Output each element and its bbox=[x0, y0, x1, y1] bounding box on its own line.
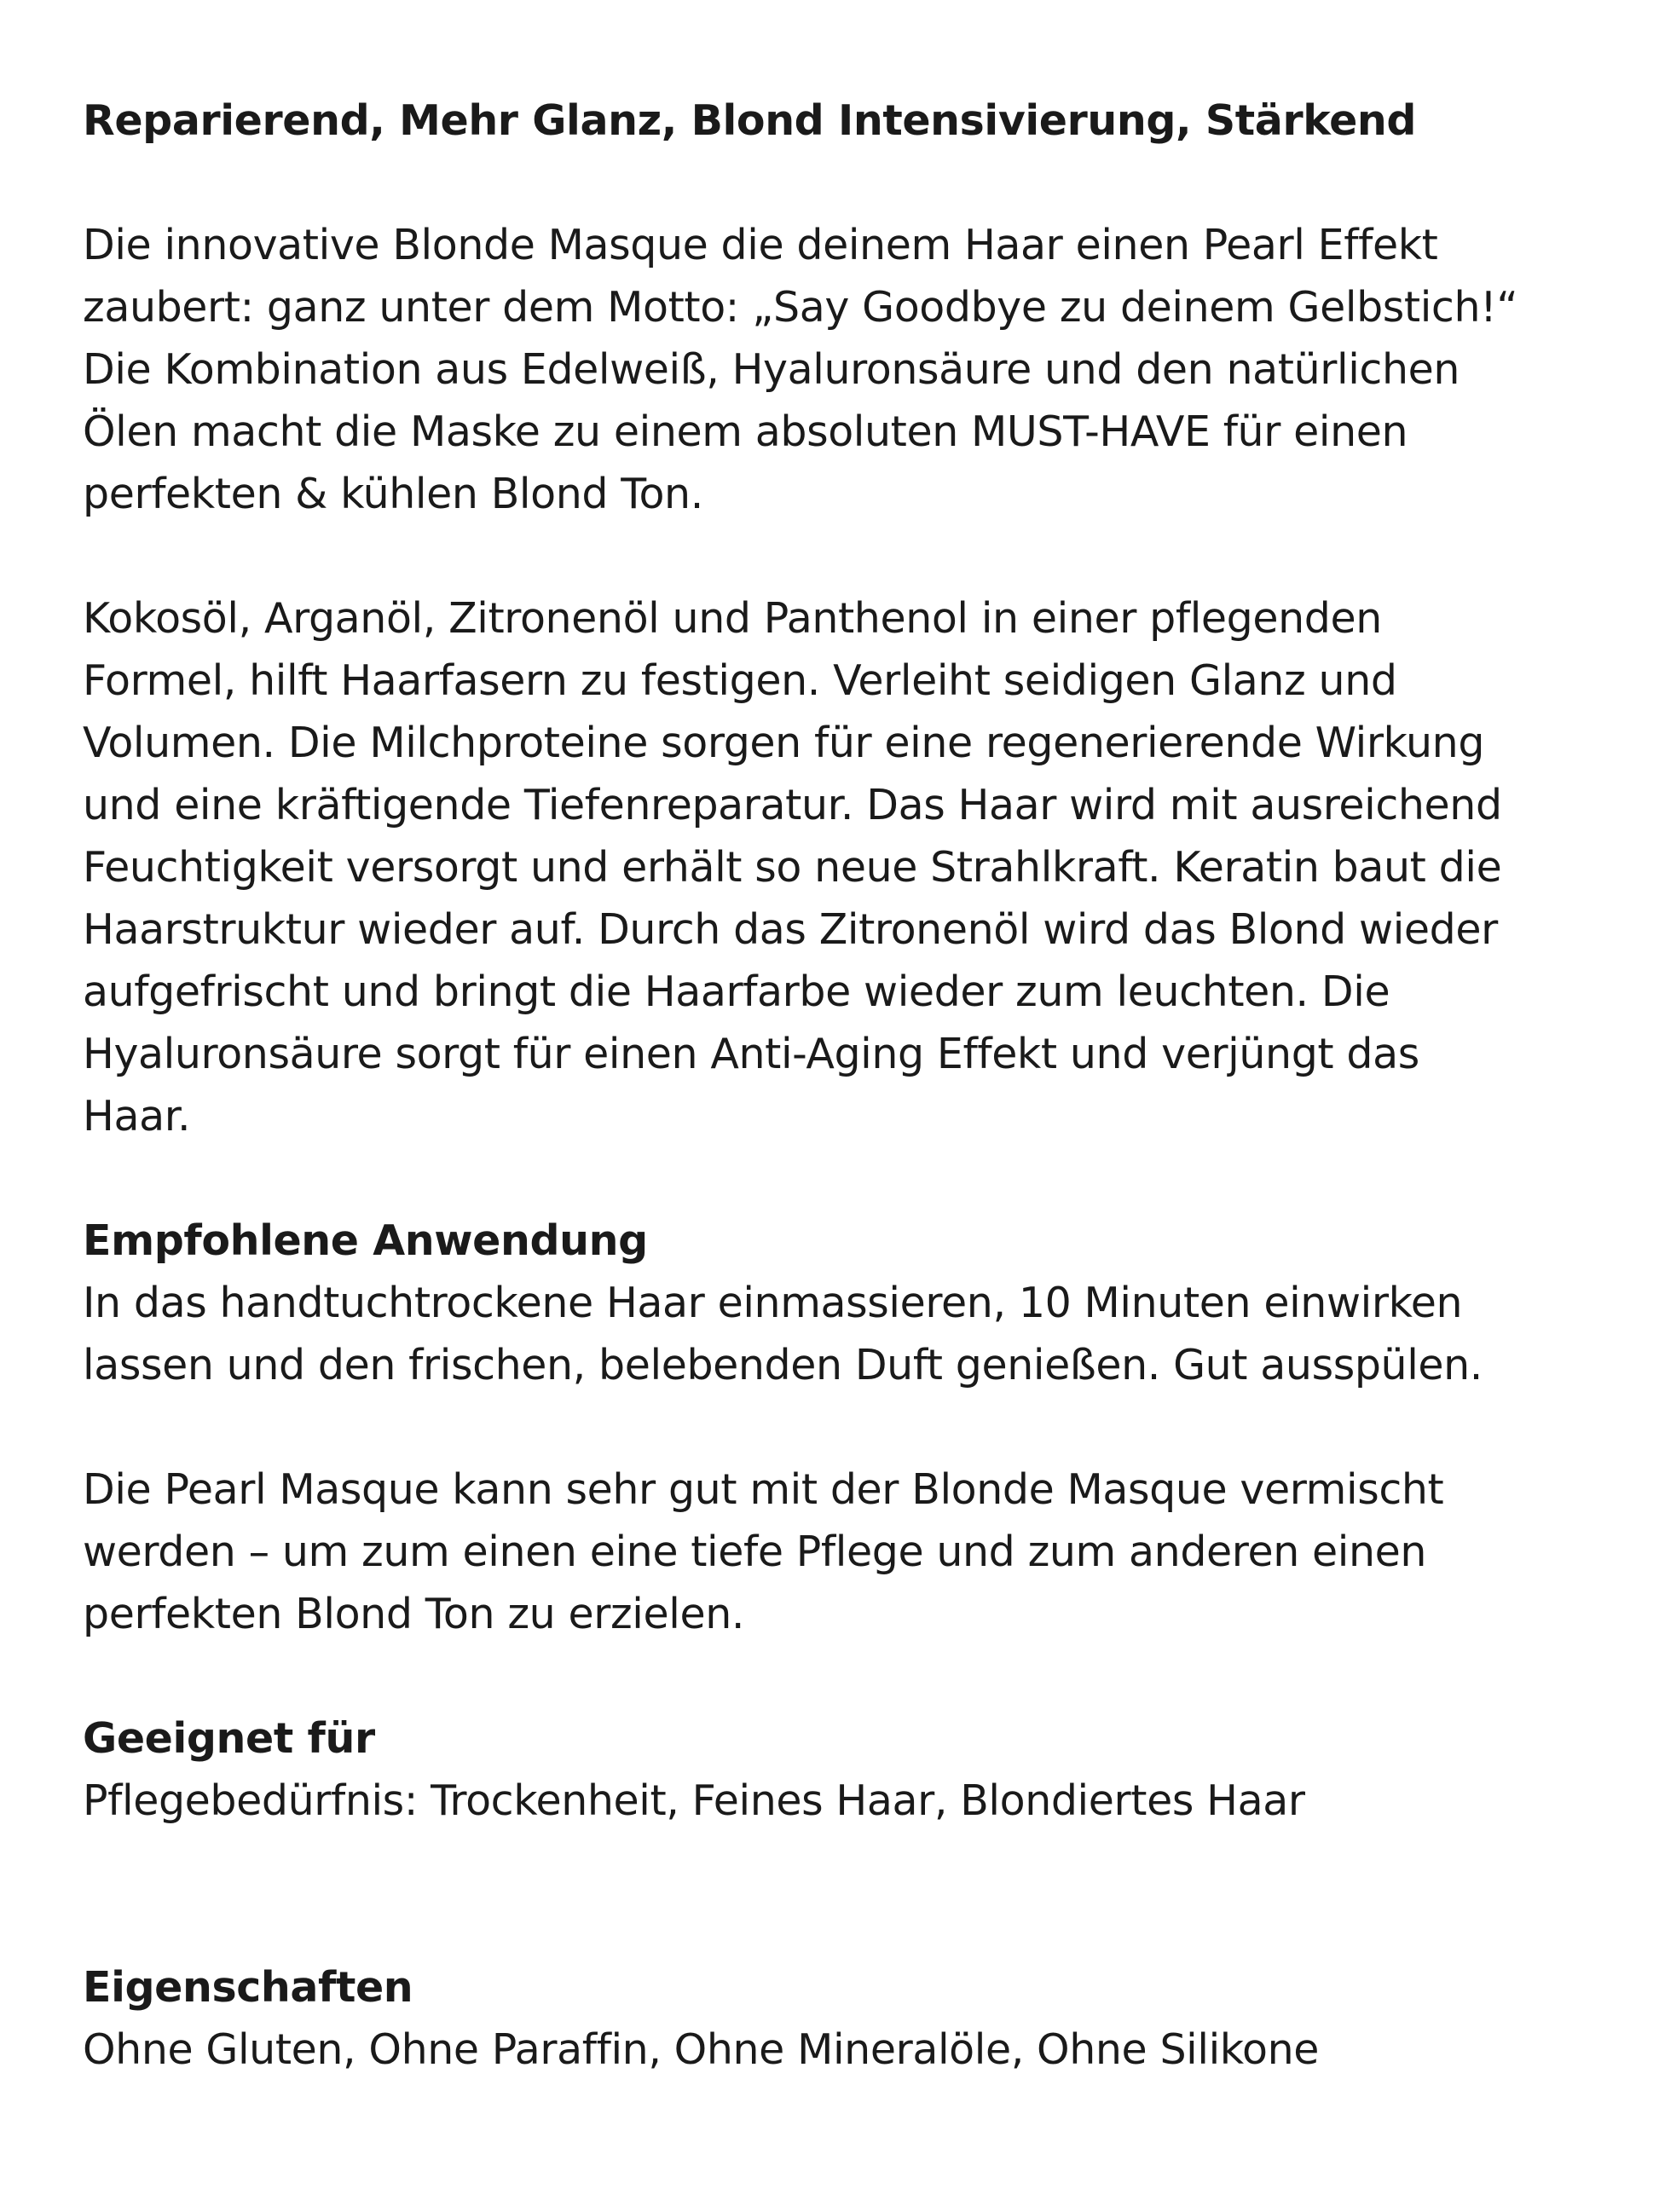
combination-line: werden – um zum einen eine tiefe Pflege und zum anderen einen bbox=[83, 1528, 1427, 1576]
spacer bbox=[83, 1147, 1600, 1210]
properties-paragraph bbox=[83, 2019, 1600, 2081]
description-1-line: perfekten & kühlen Blond Ton. bbox=[83, 470, 703, 518]
properties-text: Ohne Gluten, Ohne Paraffin, Ohne Mineralöle, Ohne Silikone bbox=[83, 2025, 1320, 2074]
properties-heading bbox=[83, 1956, 1600, 2019]
product-description-document bbox=[83, 90, 1600, 2081]
suitable-text: Pflegebedürfnis: Trockenheit, Feines Haar, Blondiertes Haar bbox=[83, 1776, 1305, 1825]
combination-line: Die Pearl Masque kann sehr gut mit der Blonde Masque vermischt bbox=[83, 1465, 1444, 1514]
description-1-line: Die Kombination aus Edelweiß, Hyaluronsäure und den natürlichen bbox=[83, 345, 1460, 394]
usage-paragraph bbox=[83, 1272, 1600, 1396]
spacer bbox=[83, 152, 1600, 214]
description-1-line: Die innovative Blonde Masque die deinem Haar einen Pearl Effekt bbox=[83, 221, 1438, 269]
intro-heading-text: Reparierend, Mehr Glanz, Blond Intensivierung, Stärkend bbox=[83, 96, 1417, 145]
intro-heading bbox=[83, 90, 1600, 152]
description-2-line: Haarstruktur wieder auf. Durch das Zitronenöl wird das Blond wieder bbox=[83, 905, 1498, 954]
description-2-line: Volumen. Die Milchproteine sorgen für eine regenerierende Wirkung bbox=[83, 719, 1485, 767]
suitable-heading-text: Geeignet für bbox=[83, 1714, 375, 1763]
spacer bbox=[83, 1645, 1600, 1707]
suitable-heading bbox=[83, 1707, 1600, 1770]
description-paragraph-2 bbox=[83, 587, 1600, 1147]
spacer bbox=[83, 1832, 1600, 1956]
combination-line: perfekten Blond Ton zu erzielen. bbox=[83, 1590, 745, 1638]
description-2-line: Haar. bbox=[83, 1092, 191, 1141]
description-1-line: zaubert: ganz unter dem Motto: „Say Goodbye zu deinem Gelbstich!“ bbox=[83, 283, 1518, 332]
properties-heading-text: Eigenschaften bbox=[83, 1963, 413, 2012]
spacer bbox=[83, 1396, 1600, 1458]
description-2-line: Kokosöl, Arganöl, Zitronenöl und Panthenol in einer pflegenden bbox=[83, 594, 1382, 643]
description-paragraph-1 bbox=[83, 214, 1600, 525]
usage-line: lassen und den frischen, belebenden Duft genießen. Gut ausspülen. bbox=[83, 1341, 1483, 1389]
description-2-line: aufgefrischt und bringt die Haarfarbe wieder zum leuchten. Die bbox=[83, 967, 1390, 1016]
description-2-line: Feuchtigkeit versorgt und erhält so neue Strahlkraft. Keratin baut die bbox=[83, 843, 1502, 892]
description-2-line: Formel, hilft Haarfasern zu festigen. Verleiht seidigen Glanz und bbox=[83, 656, 1397, 705]
usage-heading-text: Empfohlene Anwendung bbox=[83, 1216, 648, 1265]
usage-line: In das handtuchtrockene Haar einmassieren, 10 Minuten einwirken bbox=[83, 1279, 1463, 1327]
description-2-line: und eine kräftigende Tiefenreparatur. Das Haar wird mit ausreichend bbox=[83, 781, 1502, 829]
description-1-line: Ölen macht die Maske zu einem absoluten MUST-HAVE für einen bbox=[83, 407, 1408, 456]
description-2-line: Hyaluronsäure sorgt für einen Anti-Aging Effekt und verjüngt das bbox=[83, 1030, 1419, 1078]
combination-paragraph bbox=[83, 1458, 1600, 1645]
usage-heading bbox=[83, 1210, 1600, 1272]
spacer bbox=[83, 525, 1600, 587]
suitable-paragraph bbox=[83, 1770, 1600, 1832]
